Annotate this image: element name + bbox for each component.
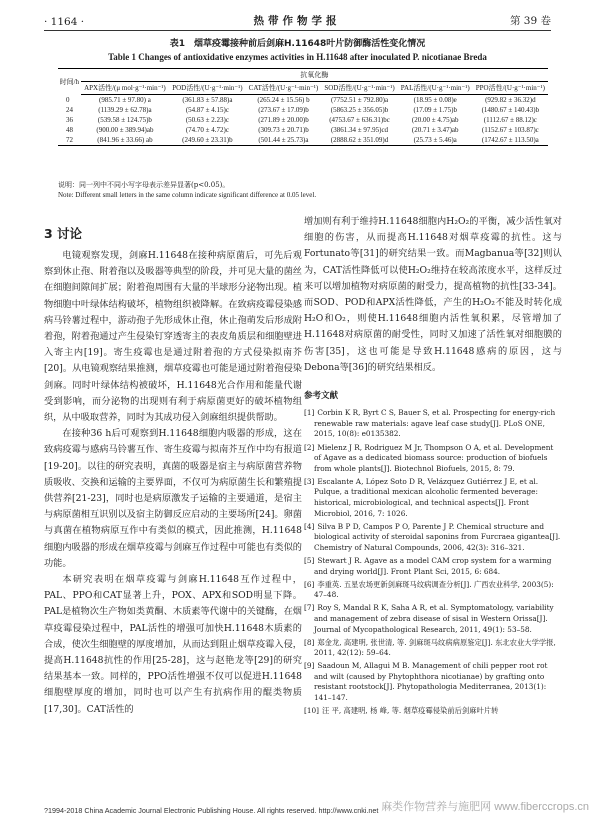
reference-number: [9] bbox=[304, 661, 315, 671]
right-column bbox=[304, 214, 562, 719]
reference-item bbox=[304, 477, 562, 519]
table-cell: (929.82 ± 36.32)d bbox=[485, 96, 536, 104]
reference-number: [8] bbox=[304, 637, 315, 647]
table-cell: (18.95 ± 0.08)e bbox=[413, 96, 457, 104]
table-caption-en: Table 1 Changes of antioxidative enzymes activities in H.11648 after inoculated P. nicotianae Breda bbox=[108, 52, 487, 62]
table-cell: (273.67 ± 17.09)b bbox=[258, 106, 309, 114]
journal-title: 热带作物学报 bbox=[253, 15, 341, 27]
page-number: · 1164 · bbox=[44, 16, 85, 28]
reference-item bbox=[304, 638, 562, 659]
reference-text: 李重英. 五星农场更新剑麻斑马纹病调查分析[J]. 广西农业科学, 2003(5): 47–48. bbox=[314, 579, 554, 600]
enzyme-activity-table bbox=[58, 68, 548, 146]
table-row bbox=[58, 95, 548, 106]
reference-text: Saadoun M, Allagui M B. Management of chili pepper root rot and wilt (caused by Phytophthora nicotianae) by grafting onto resistant rootstock[J]. Phytopathologia Mediterranea, 2013(1): 141–147. bbox=[314, 661, 548, 703]
table-cell: (1742.67 ± 113.50)a bbox=[473, 135, 548, 146]
left-column bbox=[44, 214, 302, 718]
table-cell: (3861.34 ± 97.95)cd bbox=[330, 126, 389, 134]
reference-number: [6] bbox=[304, 579, 315, 589]
table-cell: (20.00 ± 4.75)ab bbox=[411, 116, 459, 124]
table-cell: (54.87 ± 4.15)c bbox=[185, 106, 229, 114]
table-cell: (74.70 ± 4.72)c bbox=[185, 126, 229, 134]
table-cell: (361.83 ± 57.88)a bbox=[182, 96, 233, 104]
table-cell: (985.71 ± 97.80) a bbox=[98, 96, 151, 104]
table-cell: (7752.51 ± 792.80)a bbox=[330, 96, 389, 104]
table-cell: (501.44 ± 25.73)a bbox=[246, 135, 322, 146]
reference-text: Stewart J R. Agave as a model CAM crop system for a warming and drying world[J]. Front Plant Sci, 2015, 6: 684. bbox=[314, 555, 552, 576]
reference-number: [5] bbox=[304, 555, 315, 565]
col-ppo: PPO活性/(U·g⁻¹·min⁻¹) bbox=[473, 82, 548, 95]
table-note-cn: 说明：同一列中不同小写字母表示差异显著(p<0.05)。 bbox=[58, 181, 230, 189]
col-apx: APX活性/(μ mol·g⁻¹·min⁻¹) bbox=[81, 82, 169, 95]
col-pal: PAL活性/(U·g⁻¹·min⁻¹) bbox=[398, 82, 473, 95]
table-cell: (539.58 ± 124.75)b bbox=[97, 116, 152, 124]
table-cell: (1139.29 ± 62.78)a bbox=[98, 106, 152, 114]
body-paragraph: 增加则有利于维持H.11648细胞内H₂O₂的平衡，减少活性氧对细胞的伤害，从而提高H.11648对烟草疫霉的抗性。这与Fortunato等[31]的研究结果一致。而Magbanua等[32]则认为，CAT活性降低可以使H₂O₂维持在较高浓度水平，这样反过来可以增加植物对病原菌的耐受力，提高植物的抗性[33-34]。而SOD、POD和APX活性降低，产生的H₂O₂不能及时转化成H₂O和O₂，则使H.11648细胞内活性氧积累，尽管增加了H.11648对病原菌的耐受性，同时又加速了活性氧对细胞膜的伤害[35]，这也可能是导致H.11648感病的原因，这与Debona等[36]的研究结果相反。 bbox=[304, 216, 562, 373]
reference-text: 郑金龙, 高建明, 张世清, 等. 剑麻斑马纹病病原鉴定[J]. 东北农业大学学报, 2011, 42(12): 59–64. bbox=[314, 637, 556, 658]
reference-number: [3] bbox=[304, 476, 315, 486]
reference-number: [7] bbox=[304, 603, 315, 613]
table-cell: (17.09 ± 1.75)b bbox=[413, 106, 457, 114]
reference-item bbox=[304, 580, 562, 601]
time-cell: 36 bbox=[66, 116, 73, 124]
reference-item bbox=[304, 522, 562, 554]
table-cell: (4753.67 ± 636.31)bc bbox=[329, 116, 390, 124]
col-sod: SOD活性/(U·g⁻¹·min⁻¹) bbox=[321, 82, 397, 95]
table-cell: (50.63 ± 2.23)c bbox=[185, 116, 229, 124]
col-pod: POD活性/(U·g⁻¹·min⁻¹) bbox=[169, 82, 245, 95]
time-header: 时间/h bbox=[58, 69, 81, 95]
reference-number: [1] bbox=[304, 408, 315, 418]
table-cell: (271.89 ± 20.00)b bbox=[258, 116, 309, 124]
reference-text: Silva B P D, Campos P O, Parente J P. Chemical structure and biological activity of steroidal saponins from Furcraea gigantea[J]. Chemistry of Natural Compounds, 2006, 42(3): 316–321. bbox=[314, 521, 561, 552]
table-cell: (841.96 ± 33.66) ab bbox=[81, 135, 169, 146]
table-cell: (1152.67 ± 103.87)c bbox=[481, 126, 539, 134]
section-heading: 3 讨论 bbox=[44, 226, 83, 241]
reference-number: [10] bbox=[304, 706, 319, 716]
table-row bbox=[58, 105, 548, 115]
table-caption-cn: 表1 烟草疫霉接种前后剑麻H.11648叶片防御酶活性变化情况 bbox=[169, 39, 426, 49]
body-paragraph: 本研究表明在烟草疫霉与剑麻H.11648互作过程中，PAL、PPO和CAT显著上升，POX、APX和SOD明显下降。PAL是植物次生产物如类黄酮、木质素等代谢中的关键酶，在烟草疫霉侵染过程中，PAL活性的增强可加快H.11648木质素的合成，使次生细胞壁的厚度增加，从而达到阻止烟草疫霉入侵，提高H.11648抗性的作用[25-28]，这与赵艳龙等[29]的研究结果基本一致。同样的，PPO活性增强不仅可以促进H.11648细胞壁厚度的增加，同时也可以产生有抗病作用的醌类物质[17,30]。CAT活性的 bbox=[44, 574, 302, 715]
table-cell: (1480.67 ± 140.43)b bbox=[481, 106, 540, 114]
reference-number: [2] bbox=[304, 442, 315, 452]
reference-number: [4] bbox=[304, 521, 315, 531]
volume-label: 第 39 卷 bbox=[509, 15, 551, 27]
reference-item bbox=[304, 603, 562, 635]
time-cell: 48 bbox=[66, 126, 73, 134]
time-cell: 72 bbox=[58, 135, 81, 146]
reference-text: Mielenz J R, Rodriguez M Jr, Thompson O A, et al. Development of Agave as a dedicated biomass source: production of biofuels from whole plants[J]. Biotechnol Biofuels, 2015, 8: 79. bbox=[314, 442, 554, 473]
reference-item bbox=[304, 706, 562, 717]
table-cell: (5863.25 ± 356.05)b bbox=[330, 106, 389, 114]
table-cell: (265.24 ± 15.56) b bbox=[257, 96, 310, 104]
reference-text: Roy S, Mandal R K, Saha A R, et al. Symptomatology, variability and management of zebra disease of sisal in Western Orissa[J]. Journal of Mycopathological Research, 2011, 49(1): 53–58. bbox=[314, 603, 554, 634]
reference-text: 汪 平, 高建明, 杨 峰, 等. 烟草疫霉侵染前后剑麻叶片转 bbox=[321, 706, 499, 716]
table-cell: (309.73 ± 20.71)b bbox=[258, 126, 309, 134]
reference-item bbox=[304, 408, 562, 440]
table-cell: (20.71 ± 3.47)ab bbox=[411, 126, 459, 134]
watermark: 麻类作物营养与施肥网 www.fiberccrops.cn bbox=[381, 801, 589, 813]
references-heading: 参考文献 bbox=[304, 391, 339, 402]
reference-text: Corbin K R, Byrt C S, Bauer S, et al. Prospecting for energy-rich renewable raw materials: agave leaf case study[J]. PLoS ONE, 2015, 10(8): e0135382. bbox=[314, 408, 556, 439]
time-cell: 24 bbox=[66, 106, 73, 114]
table-row bbox=[58, 125, 548, 135]
reference-item bbox=[304, 661, 562, 703]
reference-item bbox=[304, 556, 562, 577]
reference-item bbox=[304, 443, 562, 475]
table-row bbox=[58, 115, 548, 125]
copyright-footer: ?1994-2018 China Academic Journal Electronic Publishing House. All rights reserved. http://www.cnki.net bbox=[44, 806, 379, 815]
table-cell: (900.00 ± 389.94)ab bbox=[96, 126, 154, 134]
table-cell: (249.60 ± 23.31)b bbox=[169, 135, 245, 146]
table-row bbox=[58, 135, 548, 146]
table-cell: (2888.62 ± 351.09)d bbox=[321, 135, 397, 146]
time-cell: 0 bbox=[66, 95, 70, 104]
table-cell: (1112.67 ± 88.12)c bbox=[483, 116, 537, 124]
group-header: 抗氧化酶 bbox=[81, 69, 548, 82]
table-note-en: Note: Different small letters in the same column indicate significant difference at 0.05 level. bbox=[58, 191, 317, 199]
reference-text: Escalante A, López Soto D R, Velázquez Gutiérrez J E, et al. Pulque, a traditional mexican alcoholic fermented beverage: historical, microbiological, and technical aspects[J]. Front Microbiol, 2016, 7: 1026. bbox=[314, 476, 539, 518]
table-cell: (25.73 ± 5.46)a bbox=[398, 135, 473, 146]
running-header bbox=[44, 12, 551, 31]
body-paragraph: 电镜观察发现，剑麻H.11648在接种病原菌后，可先后观察到休止孢、附着孢以及吸器等典型的阶段，并可见大量的菌丝在细胞间隙间扩展；附着孢周围有大量的半球形分泌物出现。植物细胞中叶绿体结构破坏，植物组织被降解。在致病疫霉侵染感病马铃薯过程中，游动孢子先形成休止孢，休止孢萌发后形成附着孢，附着孢通过产生侵染钉穿透寄主的表皮角质层和细胞壁进入寄主内[19]。寄生疫霉也是通过附着孢的方式侵染拟南芥[20]。从电镜观察结果推测，烟草疫霉也可能是通过附着孢侵染剑麻。同时叶绿体结构被破坏，H.11648光合作用和能量代谢受到影响，而分泌物的出现则有利于病原菌更好的破坏植物组织，从中吸取营养，同时为其成功侵入剑麻组织提供帮助。 bbox=[44, 250, 302, 424]
body-paragraph: 在接种36 h后可观察到H.11648细胞内吸器的形成，这在致病疫霉与感病马铃薯互作、寄生疫霉与拟南芥互作中均有报道[19-20]。以往的研究表明，真菌的吸器是宿主与病原菌营养物质吸收、交换和运输的主要界面，不仅可为病原菌生长和繁殖提供营养[21-23]，同时也是病原激发子运输的主要通道，是宿主与病原菌相互识别以及宿主防御反应启动的主要场所[24]。卵菌与真菌在植物病原互作中有类似的模式，因此推测，H.11648细胞内吸器的形成在烟草疫霉与剑麻互作过程中可能也有类似的功能。 bbox=[44, 428, 302, 569]
col-cat: CAT活性/(U·g⁻¹·min⁻¹) bbox=[246, 82, 322, 95]
